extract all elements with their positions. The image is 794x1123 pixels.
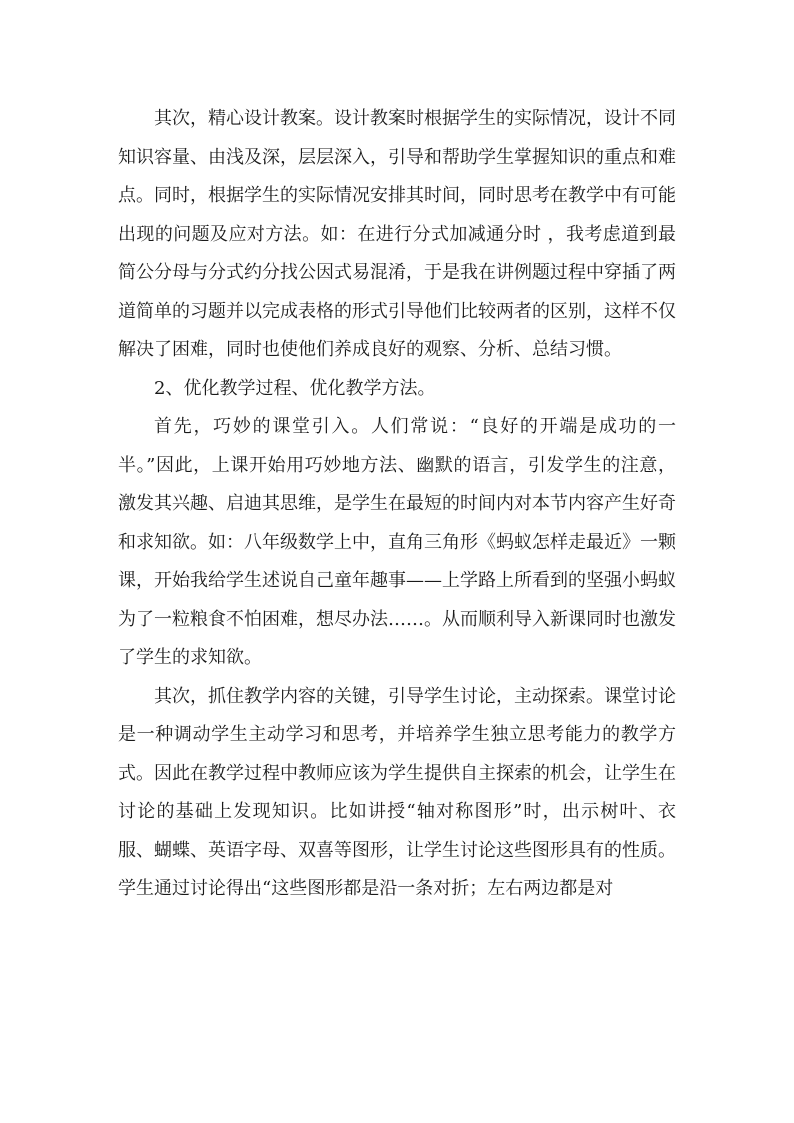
paragraph-section-heading: 2、优化教学过程、优化教学方法。	[154, 377, 436, 399]
paragraph-classroom-intro: 首先，巧妙的课堂引入。人们常说：“良好的开端是成功的一半。”因此，上课开始用巧妙地方法、幽默的语言，引发学生的注意，激发其兴趣、启迪其思维，是学生在最短的时间内对本节内容产生好奇和求知欲。如：八年级数学上中，直角三角形《蚂蚁怎样走最近》一颗课，开始我给学生述说自己童年趣事——上学路上所看到的坚强小蚂蚁为了一粒粮食不怕困难，想尽办法……。从而顺利导入新课同时也激发了学生的求知欲。	[118, 416, 676, 668]
paragraph-lesson-plan: 其次，精心设计教案。设计教案时根据学生的实际情况，设计不同知识容量、由浅及深，层层深入，引导和帮助学生掌握知识的重点和难点。同时，根据学生的实际情况安排其时间，同时思考在教学中有可能出现的问题及应对方法。如：在进行分式加减通分时 ，我考虑道到最简公分母与分式约分找公因式易混淆，于是我在讲例题过程中穿插了两道简单的习题并以完成表格的形式引导他们比较两者的区别，这样不仅解决了困难，同时也使他们养成良好的观察、分析、总结习惯。	[118, 108, 676, 360]
paragraph-discussion: 其次，抓住教学内容的关键，引导学生讨论，主动探索。课堂讨论是一种调动学生主动学习和思考，并培养学生独立思考能力的教学方式。因此在教学过程中教师应该为学生提供自主探索的机会，让学生在讨论的基础上发现知识。比如讲授“轴对称图形”时，出示树叶、衣服、蝴蝶、英语字母、双喜等图形，让学生讨论这些图形具有的性质。学生通过讨论得出“这些图形都是沿一条对折；左右两边都是对	[118, 685, 676, 899]
